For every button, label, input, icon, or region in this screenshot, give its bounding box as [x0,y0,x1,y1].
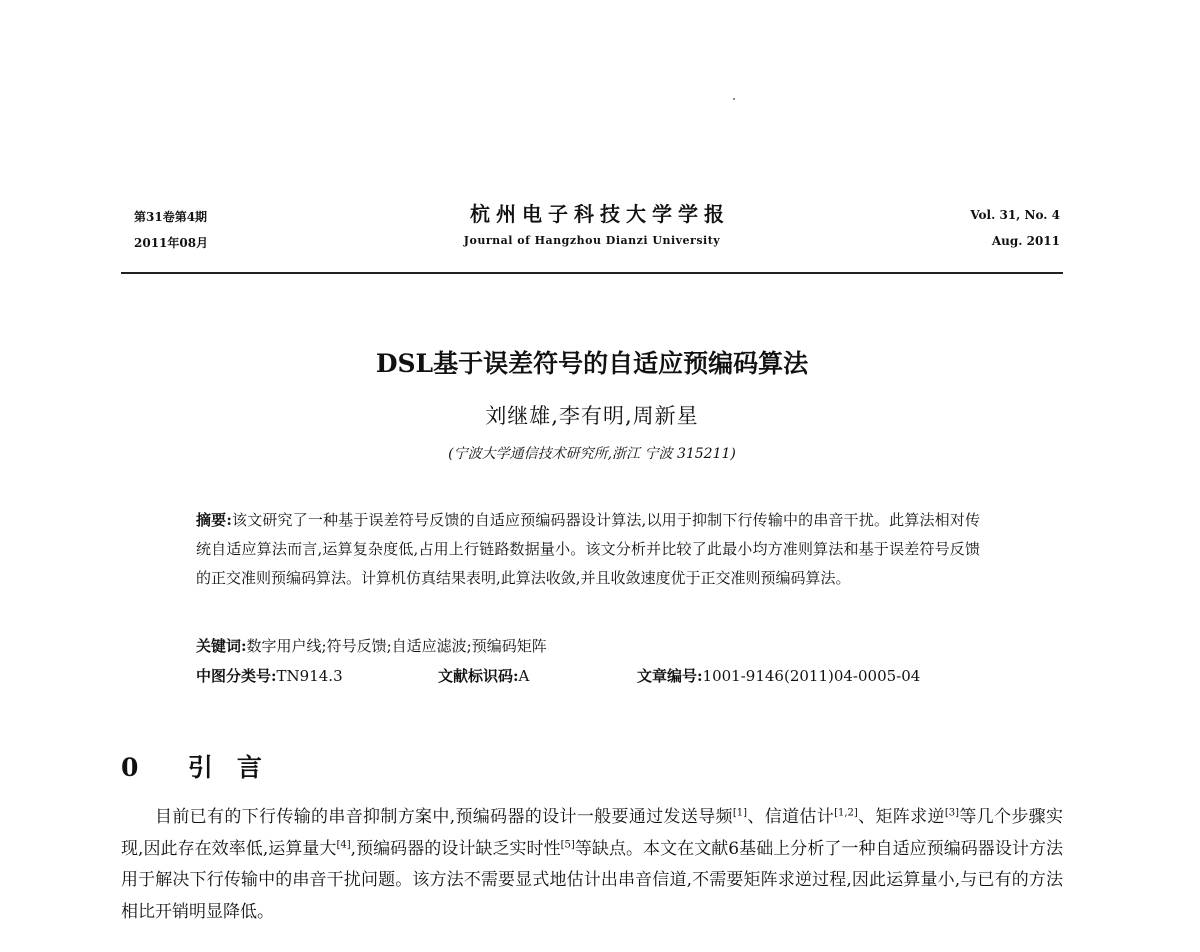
date-cn: 2011年08月 [134,236,209,250]
doc-code-value: A [518,667,530,685]
intro-text-5: ,预编码器的设计缺乏实时性 [350,838,561,859]
journal-title-cn: 杭州电子科技大学学报 [470,202,730,226]
intro-text-3: 、矩阵求逆 [857,807,945,827]
citation-4: [4] [336,838,351,850]
abstract-text: 该文研究了一种基于误差符号反馈的自适应预编码器设计算法,以用于抑制下行传输中的串音干扰。此算法相对传统自适应算法而言,运算复杂度低,占用上行链路数据量小。该文分析并比较了此最小均方准则算法和基于误差符号反馈的正交准则预编码算法。计算机仿真结果表明,此算法收敛,并且收敛速度优于正交准则预编码算法。 [196,511,980,587]
clc-label: 中图分类号: [196,667,277,685]
clc-number [196,662,343,691]
intro-text-4: 等几个步骤实现,因此存在效率低,运算量大 [121,807,1064,859]
abstract-label: 摘要: [196,511,232,529]
citation-3: [3] [944,807,959,819]
intro-text-6: 等缺点。本文在文献6基础上分析了一种自适应预编码器设计方法用于解决下行传输中的串音干扰问题。该方法不需要显式地估计出串音信道,不需要矩阵求逆过程,因此运算量小,与已有的方法相比开销明显降低。 [121,838,1063,922]
section-number: 0 [121,753,141,782]
keywords-label: 关键词: [196,637,247,655]
intro-text-1: 目前已有的下行传输的串音抑制方案中,预编码器的设计一般要通过发送导频 [155,807,733,827]
citation-5: [5] [560,838,575,850]
scan-speck [733,98,735,100]
affiliation: (宁波大学通信技术研究所,浙江 宁波 315211) [448,446,736,462]
keywords-text: 数字用户线;符号反馈;自适应滤波;预编码矩阵 [246,637,547,655]
date-en: Aug. 2011 [991,234,1060,248]
clc-value: TN914.3 [276,667,343,685]
article-number [637,662,920,691]
doc-code-label: 文献标识码: [438,667,519,685]
article-no-label: 文章编号: [637,667,703,685]
header-rule [121,272,1063,274]
volume-issue-cn: 第31卷第4期 [134,210,208,224]
paper-title: DSL基于误差符号的自适应预编码算法 [375,349,809,378]
citation-1: [1] [732,807,748,819]
abstract [196,506,980,593]
intro-paragraph [121,802,1063,928]
journal-title-en: Journal of Hangzhou Dianzi University [463,234,721,247]
article-no-value: 1001-9146(2011)04-0005-04 [702,667,921,685]
section-title: 引言 [187,753,286,782]
intro-text-2: 、信道估计 [747,807,835,827]
citation-2: [1,2] [834,807,858,819]
volume-issue-en: Vol. 31, No. 4 [970,208,1060,222]
authors: 刘继雄,李有明,周新星 [485,404,699,428]
keywords [196,632,980,661]
section-heading [121,748,286,784]
document-code [438,662,529,691]
